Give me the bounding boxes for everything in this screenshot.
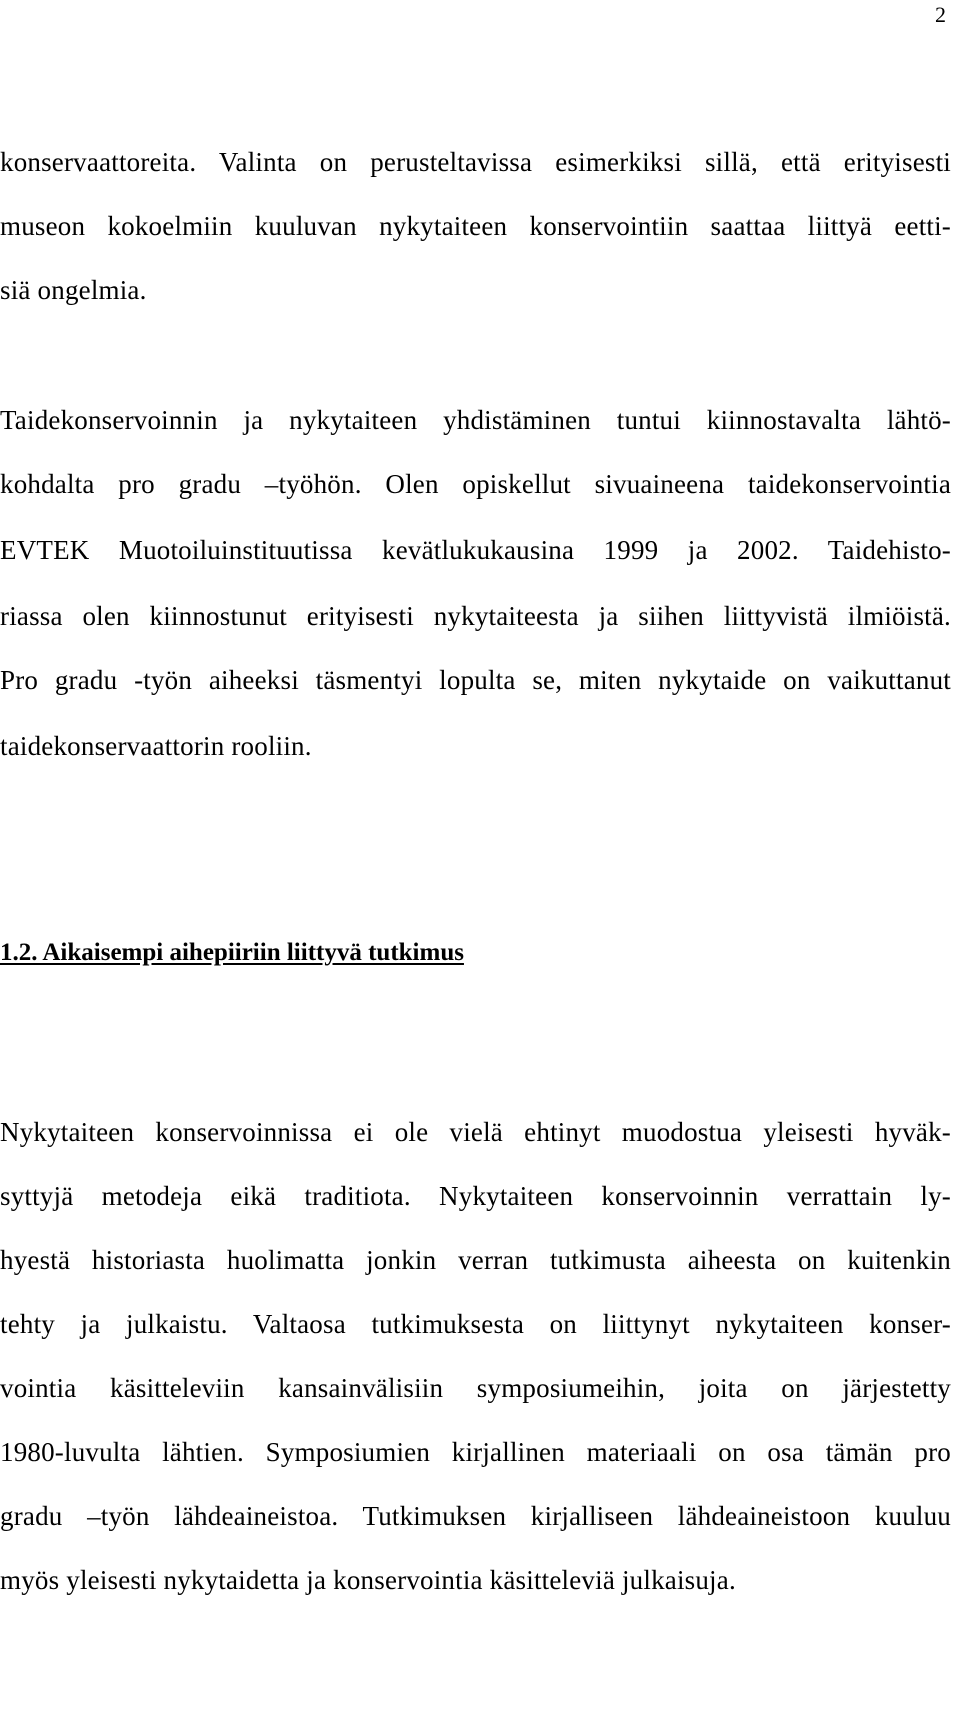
text-line: Nykytaiteen konservoinnissa ei ole vielä ehtinyt muodostua yleisesti hyväk-: [0, 1117, 951, 1147]
text-line: siä ongelmia.: [0, 275, 147, 305]
text-line: myös yleisesti nykytaidetta ja konservointia käsitteleviä julkaisuja.: [0, 1565, 736, 1595]
text-line: vointia käsitteleviin kansainvälisiin symposiumeihin, joita on järjestetty: [0, 1373, 951, 1403]
section-heading: 1.2. Aikaisempi aihepiiriin liittyvä tutkimus: [0, 939, 464, 966]
text-line: taidekonservaattorin rooliin.: [0, 731, 312, 761]
text-line: riassa olen kiinnostunut erityisesti nykytaiteesta ja siihen liittyvistä ilmiöistä.: [0, 601, 951, 631]
text-line: Taidekonservoinnin ja nykytaiteen yhdistäminen tuntui kiinnostavalta lähtö-: [0, 405, 951, 435]
text-line: syttyjä metodeja eikä traditiota. Nykytaiteen konservoinnin verrattain ly-: [0, 1181, 951, 1211]
text-line: EVTEK Muotoiluinstituutissa kevätlukukausina 1999 ja 2002. Taidehisto-: [0, 535, 951, 565]
text-line: kohdalta pro gradu –työhön. Olen opiskellut sivuaineena taidekonservointia: [0, 469, 951, 499]
text-line: 1980-luvulta lähtien. Symposiumien kirjallinen materiaali on osa tämän pro: [0, 1437, 951, 1467]
page-number: 2: [935, 2, 946, 27]
text-line: hyestä historiasta huolimatta jonkin verran tutkimusta aiheesta on kuitenkin: [0, 1245, 951, 1275]
text-line: gradu –työn lähdeaineistoa. Tutkimuksen kirjalliseen lähdeaineistoon kuuluu: [0, 1501, 951, 1531]
text-line: tehty ja julkaistu. Valtaosa tutkimuksesta on liittynyt nykytaiteen konser-: [0, 1309, 951, 1339]
text-line: Pro gradu -työn aiheeksi täsmentyi lopulta se, miten nykytaide on vaikuttanut: [0, 665, 951, 695]
text-line: konservaattoreita. Valinta on perusteltavissa esimerkiksi sillä, että erityisesti: [0, 147, 951, 177]
text-line: museon kokoelmiin kuuluvan nykytaiteen konservointiin saattaa liittyä eetti-: [0, 211, 951, 241]
